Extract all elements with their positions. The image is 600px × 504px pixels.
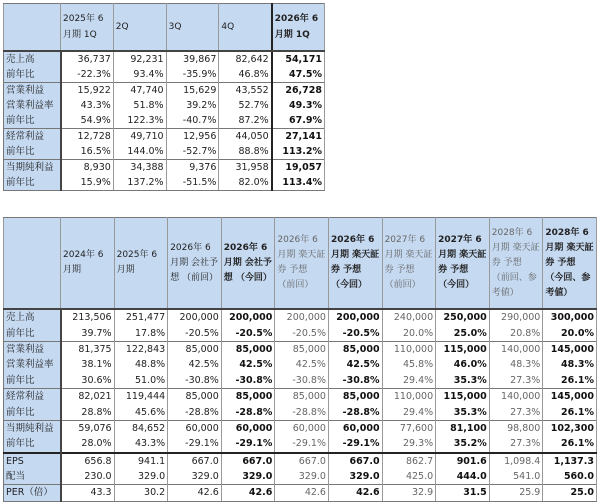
value-cell: 30.2: [114, 485, 168, 501]
value-cell: 9,376: [166, 160, 219, 176]
row-label: EPS: [4, 453, 61, 469]
value-cell: 47,740: [113, 83, 166, 99]
row-label: 前年比: [4, 325, 61, 341]
column-header: 2027年 6月期 楽天証券 予想 （前回）: [382, 218, 436, 310]
value-cell: 87.2%: [219, 113, 272, 129]
row-label: 前年比: [4, 67, 61, 83]
value-cell: -29.1%: [168, 436, 222, 452]
value-cell: 110,000: [382, 388, 436, 404]
value-cell: 15.9%: [61, 175, 114, 191]
value-cell: 25.0: [543, 485, 597, 501]
row-label: 営業利益率: [4, 357, 61, 372]
value-cell: 51.8%: [113, 98, 166, 113]
value-cell: 122.3%: [113, 113, 166, 129]
table-row: [4, 388, 597, 404]
value-cell: 29.3%: [382, 436, 436, 452]
value-cell: 329.0: [114, 469, 168, 485]
column-header: 2025年 6月期 1Q: [61, 4, 114, 52]
table-row: [4, 160, 325, 176]
table-row: [4, 420, 597, 436]
value-cell: 27.3%: [489, 373, 543, 389]
value-cell: 1,098.4: [489, 453, 543, 469]
value-cell: 47.5%: [272, 67, 325, 83]
value-cell: 8,930: [61, 160, 114, 176]
value-cell: 28.8%: [61, 404, 115, 420]
value-cell: 60,000: [275, 420, 329, 436]
value-cell: 28.0%: [61, 436, 115, 452]
value-cell: -30.8%: [328, 373, 382, 389]
value-cell: 26.1%: [543, 373, 597, 389]
value-cell: 45.6%: [114, 404, 168, 420]
value-cell: 46.0%: [436, 357, 490, 372]
value-cell: 85,000: [275, 388, 329, 404]
value-cell: 85,000: [168, 388, 222, 404]
value-cell: 49.3%: [272, 98, 325, 113]
value-cell: 145,000: [543, 388, 597, 404]
value-cell: 122,843: [114, 341, 168, 357]
value-cell: 113.4%: [272, 175, 325, 191]
value-cell: 119,444: [114, 388, 168, 404]
value-cell: 67.9%: [272, 113, 325, 129]
value-cell: 115,000: [436, 388, 490, 404]
column-header: 2025年 6月期: [114, 218, 168, 310]
column-header: 2026年 6月期 1Q: [272, 4, 325, 52]
table-row: [4, 175, 325, 191]
value-cell: 29.4%: [382, 404, 436, 420]
value-cell: 667.0: [275, 453, 329, 469]
value-cell: 29.4%: [382, 373, 436, 389]
value-cell: 667.0: [221, 453, 275, 469]
value-cell: 329.0: [275, 469, 329, 485]
value-cell: 27.3%: [489, 404, 543, 420]
value-cell: -28.8%: [328, 404, 382, 420]
value-cell: 15,922: [61, 83, 114, 99]
value-cell: 17.8%: [114, 325, 168, 341]
row-label: 配当: [4, 469, 61, 485]
value-cell: -40.7%: [166, 113, 219, 129]
value-cell: 102,300: [543, 420, 597, 436]
table-row: [4, 373, 597, 389]
value-cell: 901.6: [436, 453, 490, 469]
value-cell: 541.0: [489, 469, 543, 485]
value-cell: 49,710: [113, 129, 166, 145]
value-cell: 77,600: [382, 420, 436, 436]
value-cell: 144.0%: [113, 144, 166, 160]
table-row: [4, 325, 597, 341]
value-cell: 85,000: [221, 341, 275, 357]
value-cell: 213,506: [61, 309, 115, 325]
value-cell: 54,171: [272, 51, 325, 67]
value-cell: 39.2%: [166, 98, 219, 113]
value-cell: 200,000: [221, 309, 275, 325]
value-cell: 42.6: [275, 485, 329, 501]
value-cell: 656.8: [61, 453, 115, 469]
value-cell: 26,728: [272, 83, 325, 99]
value-cell: 19,057: [272, 160, 325, 176]
value-cell: 42.6: [221, 485, 275, 501]
row-label: 前年比: [4, 113, 61, 129]
value-cell: 48.3%: [489, 357, 543, 372]
value-cell: 42.5%: [168, 357, 222, 372]
value-cell: 140,000: [489, 341, 543, 357]
value-cell: 43.3: [61, 485, 115, 501]
row-label: 当期純利益: [4, 160, 61, 176]
value-cell: 35.3%: [436, 404, 490, 420]
table-row: [4, 469, 597, 485]
value-cell: 85,000: [221, 388, 275, 404]
value-cell: -30.8%: [221, 373, 275, 389]
value-cell: 38.1%: [61, 357, 115, 372]
value-cell: 60,000: [328, 420, 382, 436]
row-label: 営業利益率: [4, 98, 61, 113]
table-row: [4, 98, 325, 113]
value-cell: 31.5: [436, 485, 490, 501]
value-cell: 60,000: [168, 420, 222, 436]
value-cell: -35.9%: [166, 67, 219, 83]
table-row: [4, 144, 325, 160]
table-row: [4, 129, 325, 145]
value-cell: 32.9: [382, 485, 436, 501]
value-cell: -20.5%: [328, 325, 382, 341]
value-cell: -20.5%: [221, 325, 275, 341]
column-header: 2026年 6月期 会社予想 （今回）: [221, 218, 275, 310]
value-cell: 26.1%: [543, 436, 597, 452]
value-cell: 42.5%: [275, 357, 329, 372]
value-cell: 145,000: [543, 341, 597, 357]
value-cell: 25.0%: [436, 325, 490, 341]
value-cell: 26.1%: [543, 404, 597, 420]
value-cell: 43.3%: [61, 98, 114, 113]
value-cell: 12,728: [61, 129, 114, 145]
table-row: [4, 453, 597, 469]
corner-cell: [4, 218, 61, 310]
row-label: 営業利益: [4, 83, 61, 99]
value-cell: -28.8%: [275, 404, 329, 420]
value-cell: 425.0: [382, 469, 436, 485]
value-cell: 20.8%: [489, 325, 543, 341]
value-cell: 20.0%: [543, 325, 597, 341]
value-cell: 667.0: [168, 453, 222, 469]
value-cell: 35.2%: [436, 436, 490, 452]
value-cell: 60,000: [221, 420, 275, 436]
column-header: 2024年 6月期: [61, 218, 115, 310]
table-row: [4, 51, 325, 67]
value-cell: 88.8%: [219, 144, 272, 160]
value-cell: 82,642: [219, 51, 272, 67]
column-header: 3Q: [166, 4, 219, 52]
value-cell: 329.0: [328, 469, 382, 485]
value-cell: 20.0%: [382, 325, 436, 341]
value-cell: 27,141: [272, 129, 325, 145]
value-cell: 39.7%: [61, 325, 115, 341]
table-row: [4, 436, 597, 452]
value-cell: 59,076: [61, 420, 115, 436]
value-cell: 85,000: [328, 341, 382, 357]
row-label: 経常利益: [4, 129, 61, 145]
value-cell: -30.8%: [275, 373, 329, 389]
value-cell: 43.3%: [114, 436, 168, 452]
row-label: 前年比: [4, 175, 61, 191]
value-cell: 444.0: [436, 469, 490, 485]
value-cell: 82,021: [61, 388, 115, 404]
value-cell: 300,000: [543, 309, 597, 325]
column-header: 2026年 6月期 楽天証券 予想 （今回）: [328, 218, 382, 310]
value-cell: 12,956: [166, 129, 219, 145]
value-cell: 200,000: [328, 309, 382, 325]
value-cell: 290,000: [489, 309, 543, 325]
column-header: 2028年 6月期 楽天証券 予想 （前回、参考値）: [489, 218, 543, 310]
annual-forecast-table: [3, 217, 597, 502]
table-row: [4, 83, 325, 99]
value-cell: 93.4%: [113, 67, 166, 83]
value-cell: 34,388: [113, 160, 166, 176]
value-cell: 200,000: [275, 309, 329, 325]
value-cell: 42.5%: [328, 357, 382, 372]
value-cell: 45.8%: [382, 357, 436, 372]
value-cell: 667.0: [328, 453, 382, 469]
value-cell: 140,000: [489, 388, 543, 404]
corner-cell: [4, 4, 61, 52]
value-cell: 39,867: [166, 51, 219, 67]
value-cell: 82.0%: [219, 175, 272, 191]
value-cell: 115,000: [436, 341, 490, 357]
value-cell: -20.5%: [275, 325, 329, 341]
value-cell: 230.0: [61, 469, 115, 485]
value-cell: 92,231: [113, 51, 166, 67]
column-header: 2027年 6月期 楽天証券 予想 （今回）: [436, 218, 490, 310]
value-cell: 31,958: [219, 160, 272, 176]
value-cell: -29.1%: [275, 436, 329, 452]
value-cell: 30.6%: [61, 373, 115, 389]
value-cell: 16.5%: [61, 144, 114, 160]
value-cell: -52.7%: [166, 144, 219, 160]
value-cell: 85,000: [328, 388, 382, 404]
table-row: [4, 113, 325, 129]
value-cell: 85,000: [275, 341, 329, 357]
value-cell: 36,737: [61, 51, 114, 67]
value-cell: 51.0%: [114, 373, 168, 389]
value-cell: 81,100: [436, 420, 490, 436]
value-cell: 54.9%: [61, 113, 114, 129]
value-cell: 250,000: [436, 309, 490, 325]
value-cell: 200,000: [168, 309, 222, 325]
value-cell: 42.5%: [221, 357, 275, 372]
value-cell: 27.3%: [489, 436, 543, 452]
row-label: 売上高: [4, 309, 61, 325]
column-header: 2Q: [113, 4, 166, 52]
value-cell: 1,137.3: [543, 453, 597, 469]
row-label: 営業利益: [4, 341, 61, 357]
column-header: 2026年 6月期 会社予想 （前回）: [168, 218, 222, 310]
value-cell: 251,477: [114, 309, 168, 325]
row-label: 売上高: [4, 51, 61, 67]
value-cell: 44,050: [219, 129, 272, 145]
value-cell: 42.6: [168, 485, 222, 501]
table-row: [4, 341, 597, 357]
value-cell: 941.1: [114, 453, 168, 469]
value-cell: 137.2%: [113, 175, 166, 191]
value-cell: 25.9: [489, 485, 543, 501]
value-cell: 862.7: [382, 453, 436, 469]
row-label: PER（倍）: [4, 485, 61, 501]
row-label: 当期純利益: [4, 420, 61, 436]
header-row: [4, 218, 597, 310]
value-cell: -51.5%: [166, 175, 219, 191]
value-cell: 110,000: [382, 341, 436, 357]
value-cell: 35.3%: [436, 373, 490, 389]
value-cell: 240,000: [382, 309, 436, 325]
value-cell: 98,800: [489, 420, 543, 436]
value-cell: 52.7%: [219, 98, 272, 113]
column-header: 4Q: [219, 4, 272, 52]
value-cell: 42.6: [328, 485, 382, 501]
value-cell: 43,552: [219, 83, 272, 99]
row-label: 前年比: [4, 436, 61, 452]
value-cell: 48.3%: [543, 357, 597, 372]
table-row: [4, 357, 597, 372]
value-cell: 329.0: [168, 469, 222, 485]
value-cell: 15,629: [166, 83, 219, 99]
quarterly-results-table: [3, 3, 325, 191]
value-cell: 84,652: [114, 420, 168, 436]
table-row: [4, 485, 597, 501]
value-cell: -22.3%: [61, 67, 114, 83]
row-label: 前年比: [4, 373, 61, 389]
row-label: 経常利益: [4, 388, 61, 404]
table-row: [4, 67, 325, 83]
row-label: 前年比: [4, 144, 61, 160]
value-cell: -28.8%: [221, 404, 275, 420]
value-cell: -29.1%: [221, 436, 275, 452]
row-label: 前年比: [4, 404, 61, 420]
table-row: [4, 404, 597, 420]
value-cell: -28.8%: [168, 404, 222, 420]
value-cell: 48.8%: [114, 357, 168, 372]
value-cell: -29.1%: [328, 436, 382, 452]
table-row: [4, 309, 597, 325]
value-cell: 85,000: [168, 341, 222, 357]
header-row: [4, 4, 325, 52]
value-cell: -30.8%: [168, 373, 222, 389]
column-header: 2028年 6月期 楽天証券 予想 （今回、参考値）: [543, 218, 597, 310]
value-cell: 560.0: [543, 469, 597, 485]
value-cell: 113.2%: [272, 144, 325, 160]
value-cell: -20.5%: [168, 325, 222, 341]
value-cell: 46.8%: [219, 67, 272, 83]
column-header: 2026年 6月期 楽天証券 予想 （前回）: [275, 218, 329, 310]
value-cell: 329.0: [221, 469, 275, 485]
value-cell: 81,375: [61, 341, 115, 357]
